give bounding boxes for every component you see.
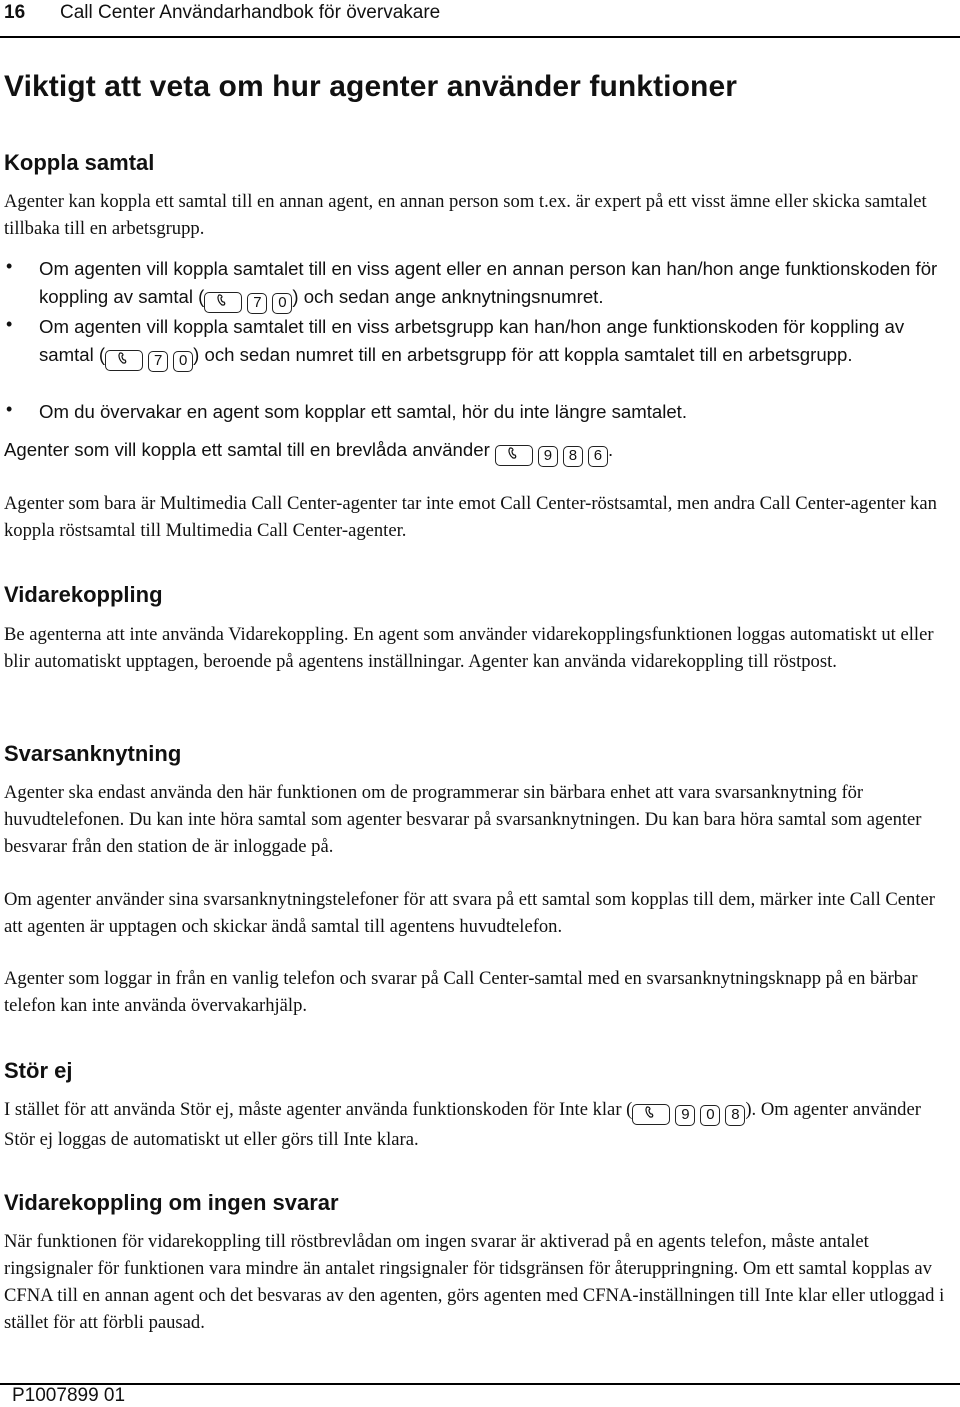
- svarsanknytning-p2: Om agenter använder sina svarsanknytningstelefoner för att svara på ett samtal som kopplas till dem, märker inte Call Center att agenten är upptagen och skickar ändå samtal till agentens huvudtelefon.: [4, 889, 935, 937]
- digit-key: 6: [588, 446, 608, 467]
- digit-key: 0: [700, 1105, 720, 1126]
- digit-key: 8: [725, 1105, 745, 1126]
- digit-key: 9: [538, 446, 558, 467]
- bullet-text-after: ) och sedan numret till en arbetsgrupp för att koppla samtalet till en arbetsgrupp.: [193, 344, 853, 365]
- heading-svarsanknytning: Svarsanknytning: [4, 741, 182, 766]
- digit-key: 7: [247, 293, 267, 314]
- vidarekoppling-text: Be agenterna att inte använda Vidarekoppling. En agent som använder vidarekopplingsfunktionen loggas automatiskt ut eller blir automatiskt upptagen, beroende på agentens inställningar. Agenter kan använda vidarekoppling till röstpost.: [4, 624, 934, 672]
- key-sequence-transfer-agent: [204, 286, 292, 311]
- document-code: P1007899 01: [12, 1385, 126, 1406]
- heading-stor-ej: Stör ej: [4, 1058, 73, 1083]
- brevlada-text-before: Agenter som vill koppla ett samtal till en brevlåda använder: [4, 439, 490, 460]
- digit-key: 8: [563, 446, 583, 467]
- bullet-overvakning: Om du övervakar en agent som kopplar ett samtal, hör du inte längre samtalet.: [39, 401, 688, 422]
- brevlada-text: [4, 436, 954, 467]
- svarsanknytning-p1: Agenter ska endast använda den här funktionen om de programmerar sin bärbara enhet att vara svarsanknytning för huvudtelefonen. Du kan inte höra samtal som agenter besvarar på svarsanknytningen. Du kan bara höra samtal som agenter besvarar från den station de är inloggade på.: [4, 782, 922, 857]
- bullet-dot: •: [6, 256, 13, 276]
- digit-key: 0: [173, 351, 193, 372]
- feature-key-icon: [105, 350, 143, 371]
- digit-key: 0: [272, 293, 292, 314]
- koppla-intro: Agenter kan koppla ett samtal till en annan agent, en annan person som t.ex. är expert på ett visst ämne eller skicka samtalet tillbaka till en arbetsgrupp.: [4, 191, 927, 239]
- key-sequence-transfer-group: [105, 344, 193, 369]
- stor-ej-text-before: I stället för att använda Stör ej, måste agenter använda funktionskoden för Inte klar (: [4, 1099, 633, 1120]
- page-title: Viktigt att veta om hur agenter använder funktioner: [4, 70, 738, 103]
- page-number: 16: [4, 2, 26, 23]
- digit-key: 9: [675, 1105, 695, 1126]
- stor-ej-text-after: ). Om agenter använder Stör ej loggas de automatiskt ut eller görs till Inte klara.: [4, 1099, 921, 1150]
- bullet-text-before: Om agenten vill koppla samtalet till en viss arbetsgrupp kan han/hon ange funktionskoden för koppling av samtal (: [39, 316, 905, 365]
- bullet-koppla-arbetsgrupp: [39, 313, 955, 372]
- key-sequence-not-ready: [632, 1099, 745, 1123]
- brevlada-text-after: .: [607, 439, 614, 460]
- bullet-dot: •: [6, 399, 13, 419]
- feature-key-icon: [495, 445, 533, 466]
- bullet-dot: •: [6, 314, 13, 334]
- key-sequence-mailbox: [495, 439, 608, 464]
- feature-key-icon: [632, 1104, 670, 1125]
- svarsanknytning-p3: Agenter som loggar in från en vanlig telefon och svarar på Call Center-samtal med en svarsanknytningsknapp på en bärbar telefon kan inte använda övervakarhjälp.: [4, 968, 918, 1016]
- multimedia-text: Agenter som bara är Multimedia Call Center-agenter tar inte emot Call Center-röstsamtal, men andra Call Center-agenter kan koppla röstsamtal till Multimedia Call Center-agenter.: [4, 493, 937, 541]
- digit-key: 7: [148, 351, 168, 372]
- bullet-text-after: ) och sedan ange anknytningsnumret.: [292, 286, 604, 307]
- footer-rule: [0, 1383, 960, 1385]
- running-title: Call Center Användarhandbok för övervakare: [60, 2, 441, 23]
- bullet-text-before: Om agenten vill koppla samtalet till en viss agent eller en annan person kan han/hon ange funktionskoden för koppling av samtal (: [39, 258, 938, 307]
- heading-koppla-samtal: Koppla samtal: [4, 150, 155, 175]
- bullet-koppla-agent: [39, 255, 955, 314]
- heading-cfna: Vidarekoppling om ingen svarar: [4, 1190, 339, 1215]
- feature-key-icon: [204, 292, 242, 313]
- header-rule: [0, 36, 960, 38]
- heading-vidarekoppling: Vidarekoppling: [4, 582, 163, 607]
- cfna-text: När funktionen för vidarekoppling till röstbrevlådan om ingen svarar är aktiverad på en agents telefon, måste antalet ringsignaler för funktionen vara mindre än antalet ringsignaler för tidsgränsen för återuppringning. Om ett samtal kopplas av CFNA till en annan agent och det besvaras av den agenten, görs agenten med CFNA-inställningen till Inte klar eller utloggad i stället för att förbli pausad.: [4, 1231, 945, 1333]
- stor-ej-text: [4, 1096, 954, 1153]
